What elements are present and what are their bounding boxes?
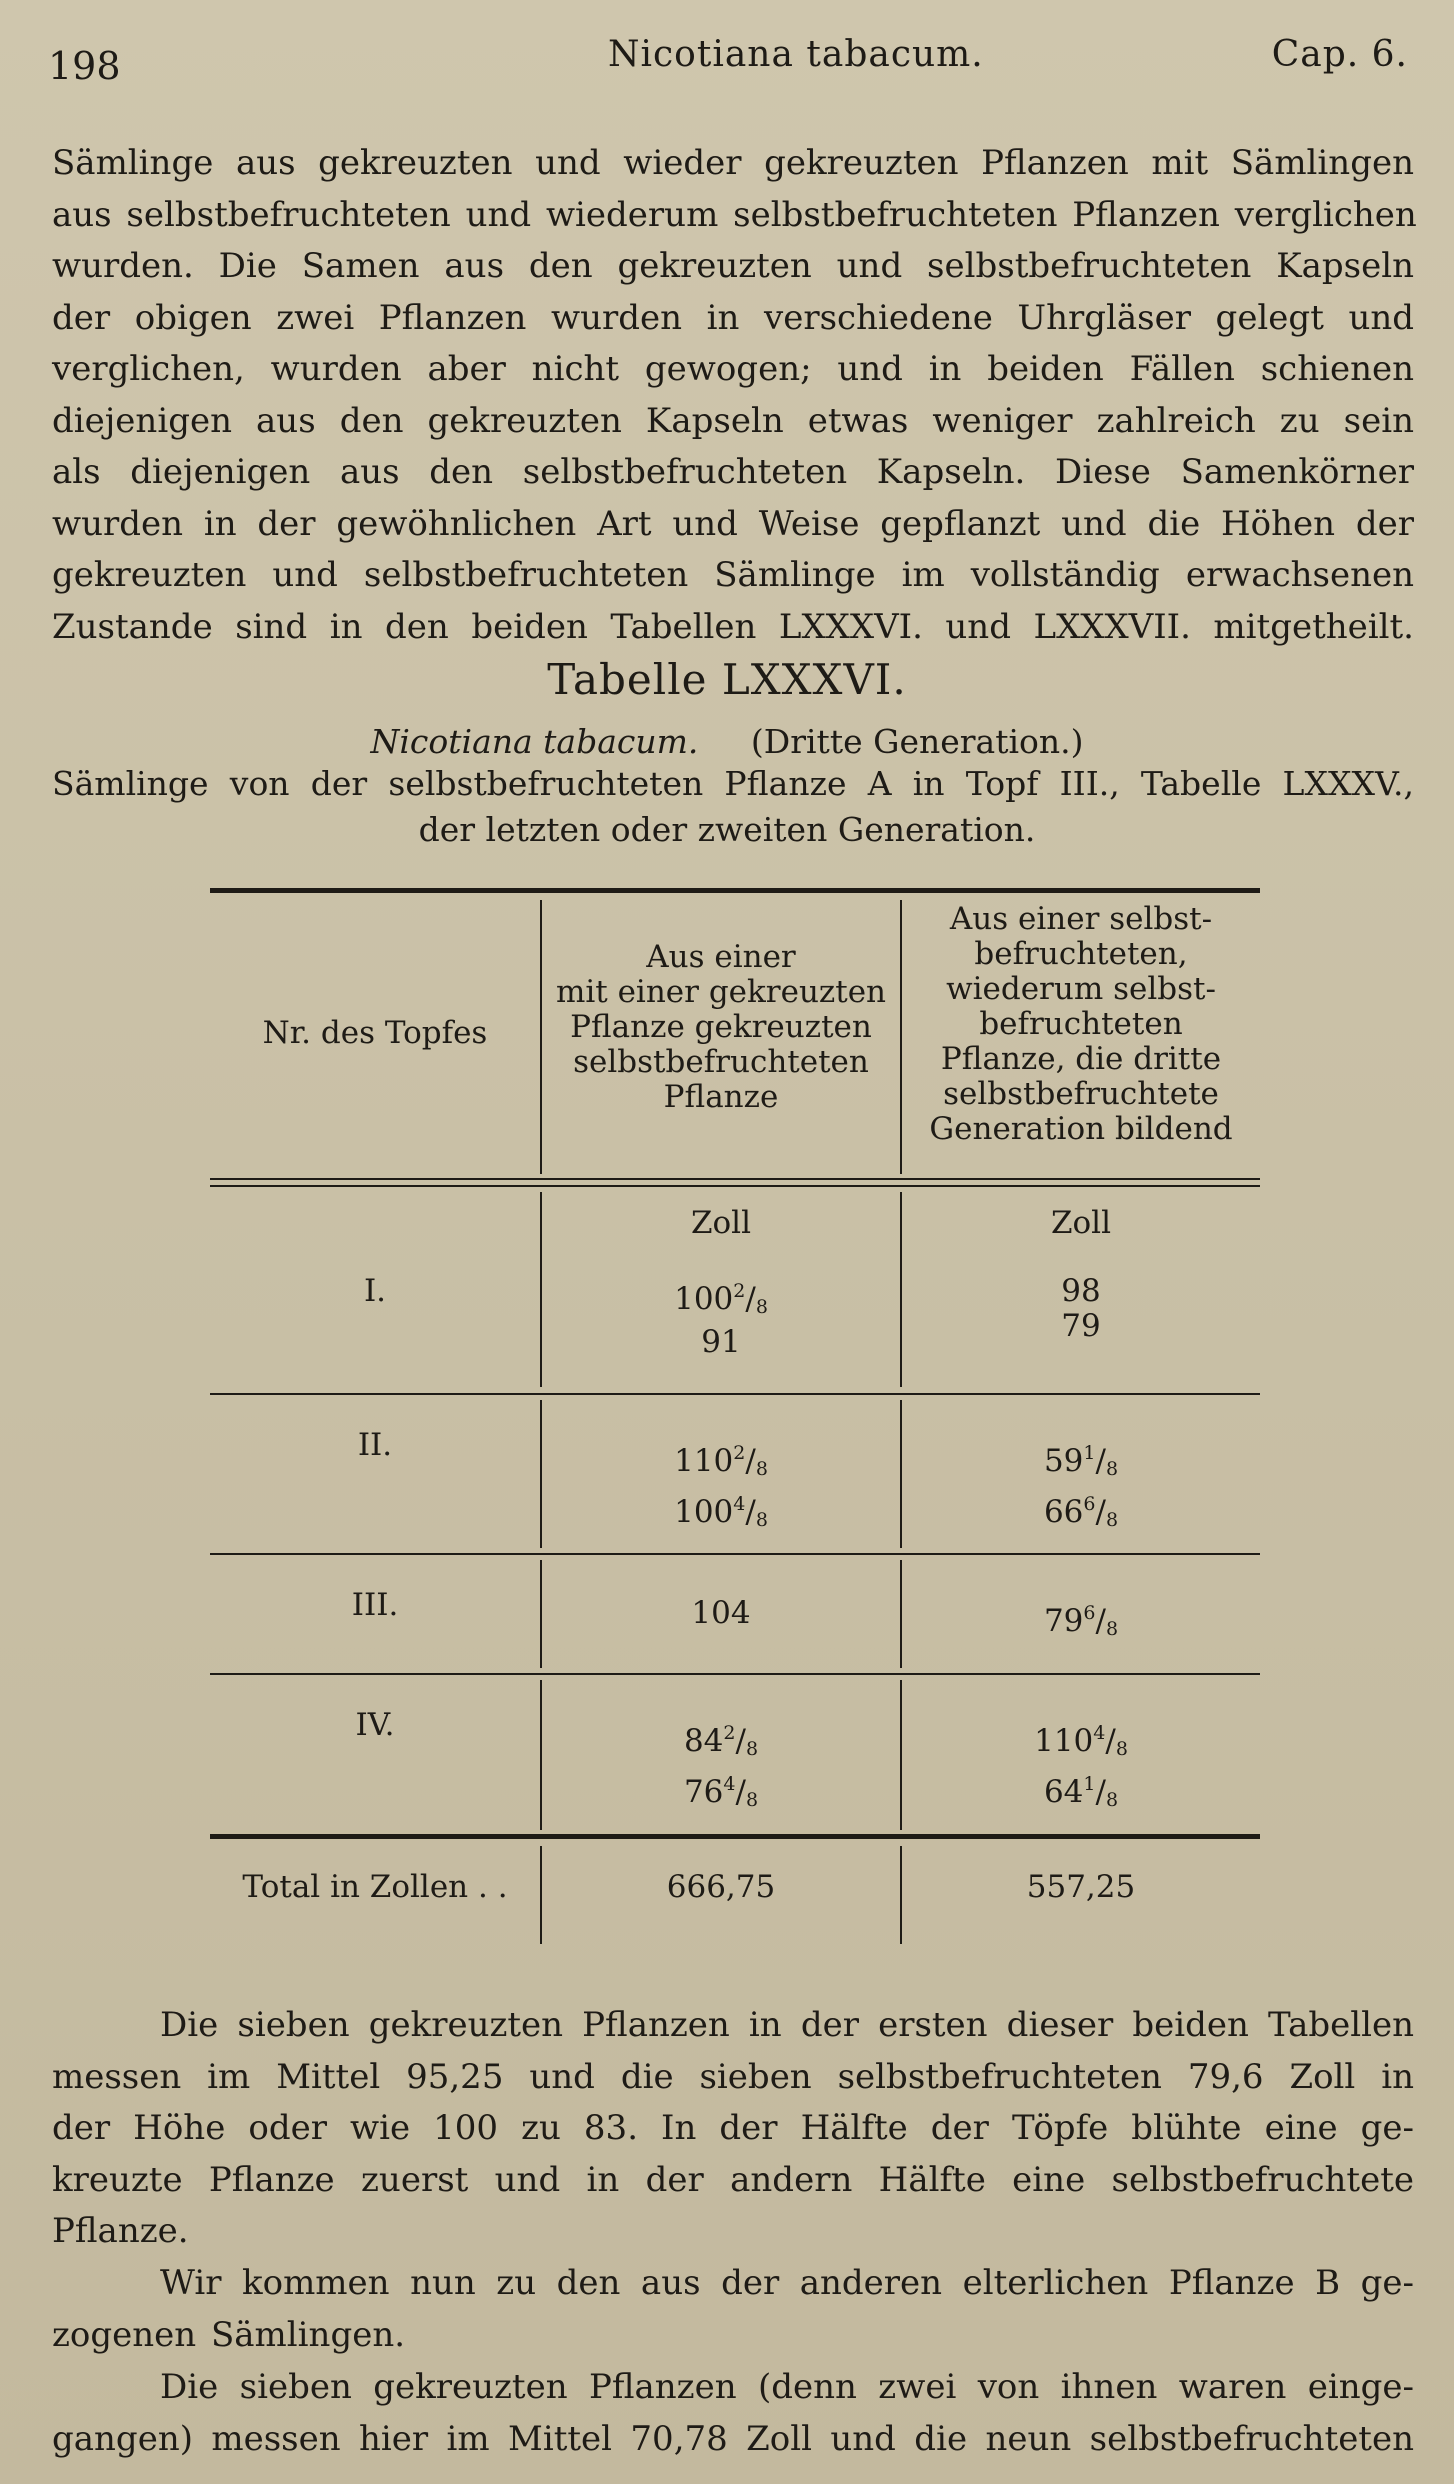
- total-rule: [210, 1834, 1260, 1839]
- row-rule: [210, 1673, 1260, 1675]
- text-line: gekreuzten und selbstbefruchteten Sämlinge im vollständig erwachsenen: [52, 555, 1414, 595]
- header-line: mit einer gekreuzten: [555, 974, 887, 1010]
- text-line: diejenigen aus den gekreuzten Kapseln etwas weniger zahlreich zu sein: [52, 400, 1414, 441]
- height-value: 91: [701, 1324, 741, 1360]
- header-line: wiederum selbst-: [946, 971, 1216, 1007]
- selfed-values: [902, 1436, 1260, 1538]
- table-subtitle: [0, 722, 1454, 761]
- text-line: wurden. Die Samen aus den gekreuzten und selbstbefruchteten Kapseln: [52, 246, 1414, 286]
- text-line: Die sieben gekreuzten Pflanzen in der ersten dieser beiden Tabellen: [160, 2005, 1414, 2045]
- selfed-values: [902, 1716, 1260, 1818]
- text-line: Sämlinge aus gekreuzten und wieder gekreuzten Pflanzen mit Sämlingen: [52, 143, 1414, 183]
- text-line: verglichen, wurden aber nicht gewogen; und in beiden Fällen schienen: [52, 349, 1414, 389]
- table-title: Tabelle LXXXVI.: [547, 655, 907, 704]
- text-line: der obigen zwei Pflanzen wurden in verschiedene Uhrgläser gelegt und: [52, 297, 1414, 338]
- text-line: gangen) messen hier im Mittel 70,78 Zoll und die neun selbstbefruchteten: [52, 2418, 1414, 2459]
- pot-number: I.: [363, 1273, 387, 1309]
- text-line: Pflanze.: [52, 2211, 189, 2251]
- column-header-crossed: [542, 940, 900, 1115]
- text-line: kreuzte Pflanze zuerst und in der andern Hälfte eine selbstbefruchtete: [52, 2159, 1414, 2200]
- unit-label-crossed: Zoll: [690, 1205, 752, 1241]
- unit-label-selfed: Zoll: [1050, 1205, 1112, 1241]
- header-line: Pflanze gekreuzten: [570, 1009, 872, 1045]
- height-value: $100^4/_8$: [674, 1493, 768, 1531]
- running-title: Nicotiana tabacum.: [608, 34, 984, 75]
- paragraph-intro: [52, 138, 1417, 653]
- header-rule: [210, 1185, 1260, 1187]
- height-value: $64^1/_8$: [1043, 1773, 1119, 1811]
- text-line: Wir kommen nun zu den aus der anderen elterlichen Pflanze B ge-: [160, 2263, 1414, 2303]
- header-line: befruchteten: [979, 1006, 1183, 1042]
- header-line: selbstbefruchteten: [573, 1044, 869, 1080]
- paragraph-plant-b: [52, 2258, 1414, 2361]
- header-rule: [210, 1178, 1260, 1180]
- pot-number: III.: [351, 1587, 399, 1623]
- height-value: $59^1/_8$: [1043, 1442, 1119, 1480]
- header-line: selbstbefruchtete: [943, 1076, 1219, 1112]
- total-selfed: 557,25: [1026, 1869, 1136, 1905]
- table-top-rule: [210, 888, 1260, 893]
- height-value: 79: [1061, 1308, 1101, 1344]
- header-line: Pflanze: [663, 1079, 779, 1115]
- height-value: $110^4/_8$: [1034, 1722, 1128, 1760]
- column-header-pot: Nr. des Topfes: [262, 1015, 488, 1051]
- pot-number: IV.: [355, 1707, 395, 1743]
- text-line: wurden in der gewöhnlichen Art und Weise gepflanzt und die Höhen der: [52, 503, 1414, 544]
- text-line: Die sieben gekreuzten Pflanzen (denn zwei von ihnen waren einge-: [160, 2367, 1414, 2407]
- text-line: Zustande sind in den beiden Tabellen LXXXVI. und LXXXVII. mitgetheilt.: [52, 606, 1414, 647]
- height-value: $76^4/_8$: [683, 1773, 759, 1811]
- text-line: zogenen Sämlingen.: [52, 2314, 406, 2355]
- height-value: $79^6/_8$: [1043, 1602, 1119, 1640]
- species-name: Nicotiana tabacum.: [370, 722, 699, 761]
- paragraph-plant-b-heights: [52, 2362, 1414, 2465]
- page-number: 198: [48, 44, 121, 88]
- height-value: 104: [691, 1595, 751, 1631]
- crossed-values: [542, 1274, 900, 1360]
- height-value: $66^6/_8$: [1043, 1493, 1119, 1531]
- chapter-label: Cap. 6.: [1271, 34, 1408, 75]
- total-label: Total in Zollen . .: [242, 1869, 508, 1905]
- header-line: Aus einer selbst-: [949, 901, 1213, 937]
- text-line: der Höhe oder wie 100 zu 83. In der Hälfte der Töpfe blühte eine ge-: [52, 2108, 1414, 2148]
- crossed-values: [542, 1436, 900, 1538]
- height-value: $84^2/_8$: [683, 1722, 759, 1760]
- header-line: befruchteten,: [974, 936, 1188, 972]
- text-line: messen im Mittel 95,25 und die sieben selbstbefruchteten 79,6 Zoll in: [52, 2056, 1414, 2097]
- header-line: Pflanze, die dritte: [940, 1041, 1222, 1077]
- crossed-values: [542, 1716, 900, 1818]
- text-line: als diejenigen aus den selbstbefruchteten Kapseln. Diese Samenkörner: [52, 452, 1414, 492]
- header-line: Aus einer: [646, 939, 796, 975]
- column-header-selfed: [902, 902, 1260, 1147]
- generation-label: (Dritte Generation.): [750, 722, 1084, 761]
- height-value: $110^2/_8$: [674, 1442, 768, 1480]
- table-description: Sämlinge von der selbstbefruchteten Pflanze A in Topf III., Tabelle LXXXV.,: [52, 764, 1414, 803]
- height-value: 98: [1061, 1273, 1101, 1309]
- selfed-values: [902, 1274, 1260, 1344]
- height-value: $100^2/_8$: [674, 1280, 768, 1318]
- selfed-values: [902, 1596, 1260, 1647]
- crossed-values: [542, 1596, 900, 1631]
- text-line: aus selbstbefruchteten und wiederum selbstbefruchteten Pflanzen verglichen: [52, 194, 1417, 235]
- row-rule: [210, 1553, 1260, 1555]
- pot-number: II.: [357, 1427, 393, 1463]
- row-rule: [210, 1393, 1260, 1395]
- paragraph-results: [52, 2000, 1414, 2258]
- data-table: [210, 888, 1260, 1948]
- header-line: Generation bildend: [929, 1111, 1233, 1147]
- table-description-cont: der letzten oder zweiten Generation.: [418, 810, 1036, 849]
- total-crossed: 666,75: [666, 1869, 776, 1905]
- page-header: [48, 30, 1408, 100]
